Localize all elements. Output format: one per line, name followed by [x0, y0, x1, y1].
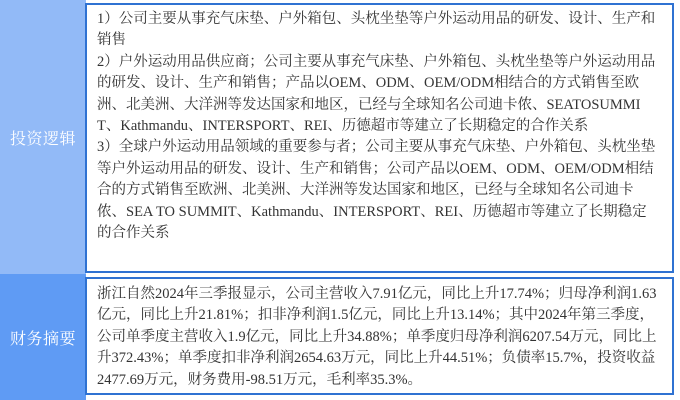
financial-summary-label-cell — [0, 274, 86, 400]
investment-logic-item-2: 2）户外运动用品供应商；公司主要从事充气床垫、户外箱包、头枕坐垫等户外运动用品的研发、设计、生产和销售；产品以OEM、ODM、OEM/ODM相结合的方式销售至欧洲、北美洲、大洋洲等发达国家和地区，已经与全球知名公司迪卡侬、SEATOSUMMIT、Kathmandu、INTERSPORT、REI、历德超市等建立了长期稳定的合作关系 — [97, 53, 656, 135]
investment-logic-label: 投资逻辑 — [9, 130, 76, 148]
financial-summary-box — [85, 277, 674, 395]
investment-logic-box — [85, 3, 674, 273]
financial-summary-label: 财务摘要 — [9, 330, 76, 348]
financial-summary-text: 浙江自然2024年三季报显示，公司主营收入7.91亿元，同比上升17.74%；归母净利润1.63亿元，同比上升21.81%；扣非净利润1.5亿元，同比上升13.14%；其中2024年第三季度，公司单季度主营收入1.9亿元，同比上升34.88%；单季度归母净利润6207.54万元，同比上升372.43%；单季度扣非净利润2654.63万元，同比上升44.51%；负债率15.7%，投资收益2477.69万元，财务费用-98.51万元，毛利率35.3%。 — [97, 286, 657, 388]
investment-logic-label-cell — [0, 0, 86, 274]
investment-logic-item-3: 3）全球户外运动用品领域的重要参与者；公司主要从事充气床垫、户外箱包、头枕坐垫等户外运动用品的研发、设计、生产和销售；公司产品以OEM、ODM、OEM/ODM相结合的方式销售至欧洲、北美洲、大洋洲等发达国家和地区，已经与全球知名公司迪卡侬、SEA TO SUMMIT、Kathmandu、INTERSPORT、REI、历德超市等建立了长期稳定的合作关系 — [97, 139, 656, 242]
investment-logic-item-1: 1）公司主要从事充气床垫、户外箱包、头枕坐垫等户外运动用品的研发、设计、生产和销售 — [97, 11, 656, 49]
